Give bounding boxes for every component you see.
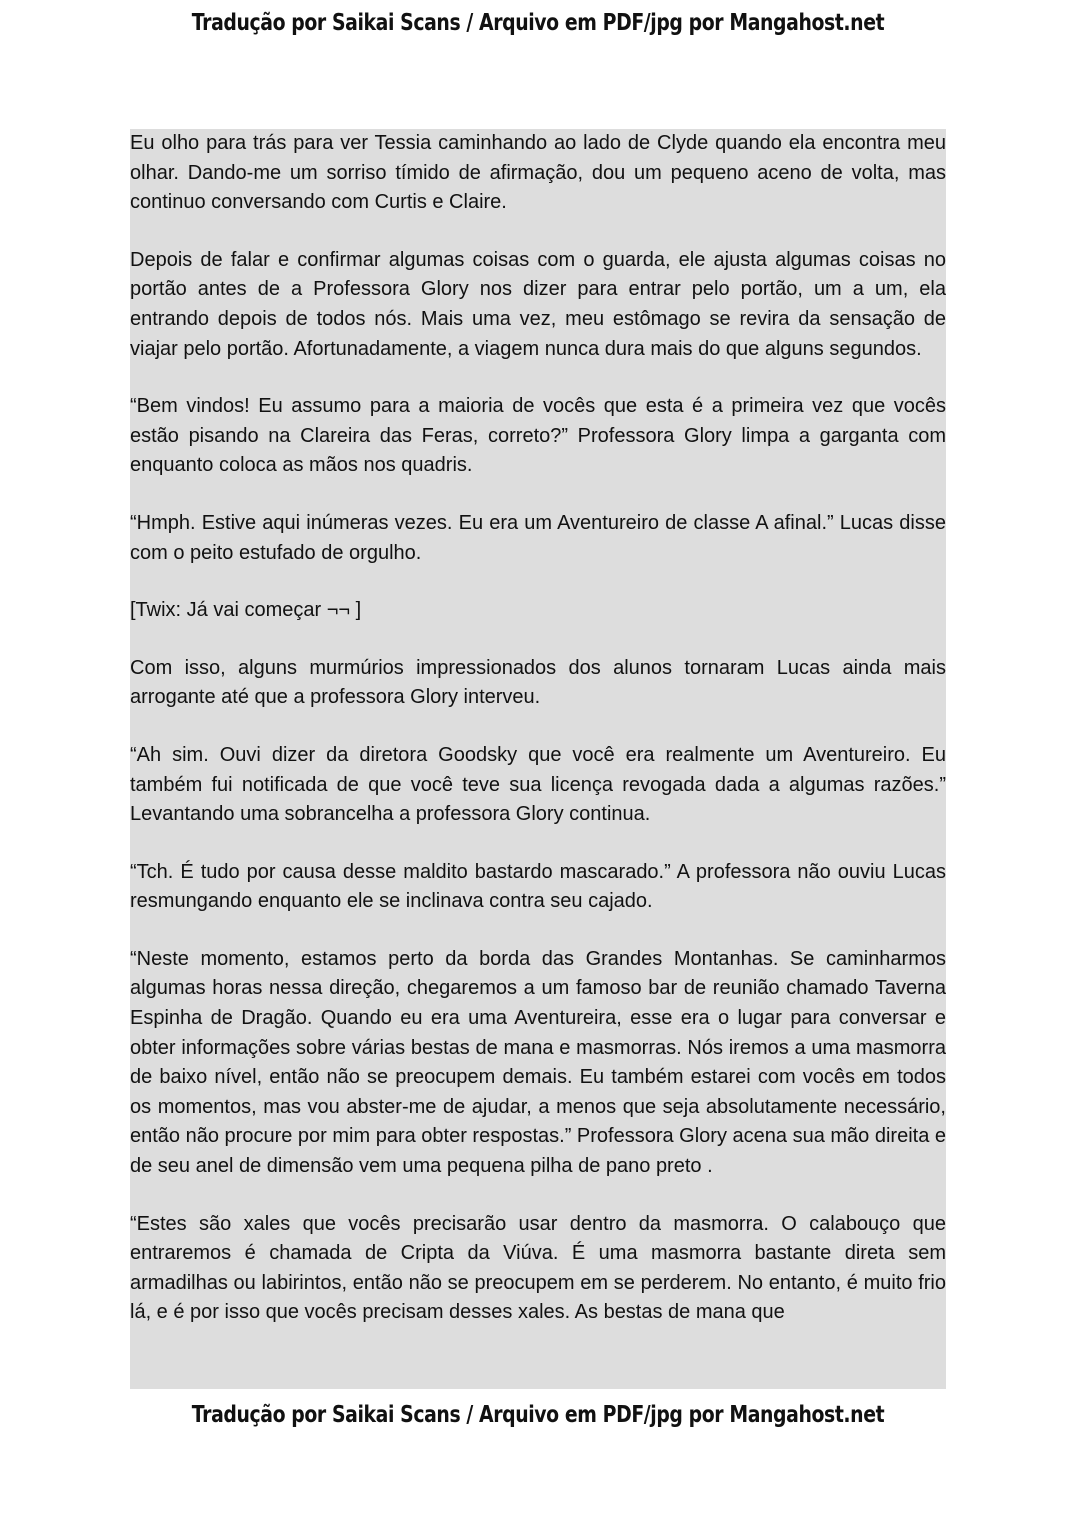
paragraph-8: “Tch. É tudo por causa desse maldito bastardo mascarado.” A professora não ouviu Lucas resmungando enquanto ele se inclinava contra seu cajado. <box>130 860 946 913</box>
paragraph-6: Com isso, alguns murmúrios impressionados dos alunos tornaram Lucas ainda mais arrogante até que a professora Glory interveu. <box>130 656 946 709</box>
paragraph-10: “Estes são xales que vocês precisarão usar dentro da masmorra. O calabouço que entraremos é chamada de Cripta da Viúva. É uma masmorra bastante direta sem armadilhas ou labirintos, então não se preocupem em se perderem. No entanto, é muito frio lá, e é por isso que vocês precisam desses xales. As bestas de mana que <box>130 1212 946 1324</box>
header-credit: Tradução por Saikai Scans / Arquivo em PDF/jpg por Mangahost.net <box>191 10 885 36</box>
paragraph-1: Eu olho para trás para ver Tessia caminhando ao lado de Clyde quando ela encontra meu olhar. Dando-me um sorriso tímido de afirmação, dou um pequeno aceno de volta, mas continuo conversando com Curtis e Claire. <box>130 132 946 214</box>
paragraph-3: “Bem vindos! Eu assumo para a maioria de vocês que esta é a primeira vez que vocês estão pisando na Clareira das Feras, correto?” Professora Glory limpa a garganta com enquanto coloca as mãos nos quadris. <box>130 395 946 477</box>
footer-credit: Tradução por Saikai Scans / Arquivo em PDF/jpg por Mangahost.net <box>191 1402 885 1428</box>
paragraph-5: [Twix: Já vai começar ¬¬ ] <box>130 599 362 622</box>
paragraph-2: Depois de falar e confirmar algumas coisas com o guarda, ele ajusta algumas coisas no portão antes de a Professora Glory nos dizer para entrar pelo portão, um a um, ela entrando depois de todos nós. Mais uma vez, meu estômago se revira da sensação de viajar pelo portão. Afortunadamente, a viagem nunca dura mais do que alguns segundos. <box>130 248 946 360</box>
paragraph-9: “Neste momento, estamos perto da borda das Grandes Montanhas. Se caminharmos algumas horas nessa direção, chegaremos a um famoso bar de reunião chamado Taverna Espinha de Dragão. Quando eu era uma Aventureira, esse era o lugar para conversar e obter informações sobre várias bestas de mana e masmorras. Nós iremos a uma masmorra de baixo nível, então não se preocupem demais. Eu também estarei com vocês em todos os momentos, mas vou abster-me de ajudar, a menos que seja absolutamente necessário, então não procure por mim para obter respostas.” Professora Glory acena sua mão direita e de seu anel de dimensão vem uma pequena pilha de pano preto . <box>130 947 946 1178</box>
paragraph-4: “Hmph. Estive aqui inúmeras vezes. Eu era um Aventureiro de classe A afinal.” Lucas disse com o peito estufado de orgulho. <box>130 511 946 564</box>
paragraph-7: “Ah sim. Ouvi dizer da diretora Goodsky que você era realmente um Aventureiro. Eu também fui notificada de que você teve sua licença revogada dada a algumas razões.” Levantando uma sobrancelha a professora Glory continua. <box>130 743 946 826</box>
text-body <box>130 129 946 1389</box>
